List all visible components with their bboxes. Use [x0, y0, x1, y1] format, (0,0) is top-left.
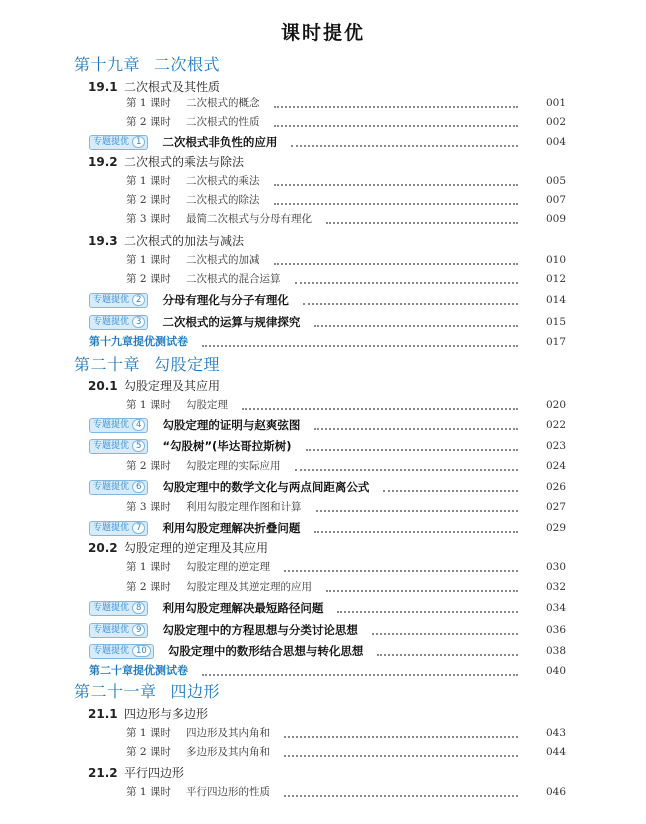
- dot-leader: [306, 448, 518, 451]
- chapter-name: 四边形: [170, 682, 221, 701]
- page-number: 038: [545, 645, 566, 657]
- page-number: 004: [545, 136, 566, 148]
- lesson-number: 第 2 课时: [126, 746, 171, 758]
- toc-special-topic-entry[interactable]: [89, 312, 566, 332]
- lesson-number: 第 2 课时: [126, 116, 171, 128]
- toc-lesson-entry[interactable]: [126, 782, 566, 802]
- dot-leader: [303, 302, 518, 305]
- page-number: 010: [545, 254, 566, 266]
- lesson-number: 第 1 课时: [126, 727, 171, 739]
- dot-leader: [314, 324, 518, 327]
- page-title: 课时提优: [280, 22, 365, 44]
- badge-number: 9: [132, 624, 145, 636]
- toc-lesson-entry[interactable]: [126, 456, 566, 476]
- dot-leader: [316, 509, 519, 512]
- dot-leader: [383, 489, 518, 492]
- section-heading[interactable]: [88, 704, 208, 724]
- special-topic-badge: 专题提优 1: [89, 135, 148, 150]
- lesson-number: 第 2 课时: [126, 581, 171, 593]
- chapter-number: 第二十章: [74, 355, 141, 374]
- lesson-title: 二次根式的概念: [186, 97, 260, 109]
- special-topic-title: “勾股树”(毕达哥拉斯树): [162, 439, 292, 453]
- dot-leader: [314, 427, 518, 430]
- lesson-number: 第 1 课时: [126, 786, 171, 798]
- toc-special-topic-entry[interactable]: [89, 641, 566, 661]
- section-number: 19.3: [88, 234, 118, 248]
- dot-leader: [274, 262, 519, 265]
- special-topic-title: 勾股定理中的方程思想与分类讨论思想: [162, 623, 358, 637]
- page-number: 005: [545, 175, 566, 187]
- page-number: 020: [545, 399, 566, 411]
- lesson-title: 二次根式的加减: [186, 254, 260, 266]
- page-number: 030: [545, 561, 566, 573]
- dot-leader: [326, 589, 518, 592]
- chapter-heading[interactable]: [74, 682, 220, 702]
- dot-leader: [202, 344, 518, 347]
- page-number: 007: [545, 194, 566, 206]
- section-heading[interactable]: [88, 231, 244, 251]
- lesson-title: 二次根式的除法: [186, 194, 260, 206]
- dot-leader: [274, 202, 519, 205]
- page-number: 022: [545, 419, 566, 431]
- toc-test-entry[interactable]: [89, 332, 566, 352]
- toc-lesson-entry[interactable]: [126, 171, 566, 191]
- toc-lesson-entry[interactable]: [126, 269, 566, 289]
- dot-leader: [314, 530, 518, 533]
- section-name: 四边形与多边形: [124, 707, 209, 721]
- lesson-title: 四边形及其内角和: [186, 727, 270, 739]
- dot-leader: [284, 794, 518, 797]
- lesson-title: 二次根式的性质: [186, 116, 260, 128]
- lesson-title: 勾股定理及其逆定理的应用: [186, 581, 312, 593]
- page-number: 026: [545, 481, 566, 493]
- chapter-number: 第十九章: [74, 55, 141, 74]
- dot-leader: [284, 569, 518, 572]
- page-number: 014: [545, 294, 566, 306]
- page-number: 012: [545, 273, 566, 285]
- chapter-name: 二次根式: [154, 55, 221, 74]
- section-heading[interactable]: [88, 376, 220, 396]
- special-topic-title: 二次根式的运算与规律探究: [162, 315, 301, 329]
- dot-leader: [284, 754, 518, 757]
- toc-lesson-entry[interactable]: [126, 577, 566, 597]
- dot-leader: [274, 183, 519, 186]
- lesson-title: 勾股定理: [186, 399, 228, 411]
- page-number: 043: [545, 727, 566, 739]
- section-number: 19.1: [88, 80, 118, 94]
- badge-number: 1: [132, 136, 145, 148]
- toc-lesson-entry[interactable]: [126, 497, 566, 517]
- lesson-title: 勾股定理的逆定理: [186, 561, 270, 573]
- toc-lesson-entry[interactable]: [126, 112, 566, 132]
- special-topic-title: 勾股定理中的数形结合思想与转化思想: [167, 644, 364, 658]
- badge-number: 4: [132, 419, 145, 431]
- lesson-number: 第 1 课时: [126, 254, 171, 266]
- chapter-heading[interactable]: [74, 355, 220, 375]
- lesson-number: 第 3 课时: [126, 213, 171, 225]
- dot-leader: [291, 144, 518, 147]
- section-name: 二次根式的乘法与除法: [124, 155, 245, 169]
- badge-number: 7: [132, 522, 145, 534]
- toc-special-topic-entry[interactable]: [89, 518, 566, 538]
- toc-lesson-entry[interactable]: [126, 93, 566, 113]
- chapter-name: 勾股定理: [154, 355, 221, 374]
- dot-leader: [295, 468, 519, 471]
- lesson-title: 平行四边形的性质: [186, 786, 270, 798]
- page-number: 040: [545, 665, 566, 677]
- dot-leader: [242, 407, 518, 410]
- special-topic-title: 勾股定理的证明与赵爽弦图: [162, 418, 301, 432]
- lesson-number: 第 1 课时: [126, 175, 171, 187]
- test-title: 第二十章提优测试卷: [89, 664, 188, 677]
- special-topic-title: 勾股定理中的数学文化与两点间距离公式: [162, 480, 370, 494]
- special-topic-badge: 专题提优 9: [89, 623, 148, 638]
- toc-test-entry[interactable]: [89, 661, 566, 681]
- toc-lesson-entry[interactable]: [126, 395, 566, 415]
- special-topic-badge: 专题提优 10: [89, 644, 154, 659]
- dot-leader: [274, 124, 519, 127]
- toc-special-topic-entry[interactable]: [89, 477, 566, 497]
- section-heading[interactable]: [88, 538, 268, 558]
- special-topic-title: 利用勾股定理解决最短路径问题: [162, 601, 324, 615]
- toc-lesson-entry[interactable]: [126, 250, 566, 270]
- section-name: 二次根式的加法与减法: [124, 234, 245, 248]
- badge-number: 2: [132, 294, 145, 306]
- special-topic-badge: 专题提优 5: [89, 439, 148, 454]
- lesson-title: 二次根式的乘法: [186, 175, 260, 187]
- toc-special-topic-entry[interactable]: [89, 620, 566, 640]
- lesson-number: 第 3 课时: [126, 501, 171, 513]
- dot-leader: [377, 653, 518, 656]
- special-topic-badge: 专题提优 3: [89, 315, 148, 330]
- lesson-number: 第 1 课时: [126, 561, 171, 573]
- section-heading[interactable]: [88, 763, 184, 783]
- dot-leader: [372, 632, 518, 635]
- lesson-title: 勾股定理的实际应用: [186, 460, 281, 472]
- chapter-heading[interactable]: [74, 55, 220, 75]
- lesson-title: 最简二次根式与分母有理化: [186, 213, 312, 225]
- dot-leader: [337, 610, 518, 613]
- lesson-number: 第 2 课时: [126, 460, 171, 472]
- toc-lesson-entry[interactable]: [126, 742, 566, 762]
- chapter-number: 第二十一章: [74, 682, 157, 701]
- toc-lesson-entry[interactable]: [126, 209, 566, 229]
- toc-special-topic-entry[interactable]: [89, 290, 566, 310]
- badge-number: 8: [132, 602, 145, 614]
- page-number: 036: [545, 624, 566, 636]
- lesson-number: 第 2 课时: [126, 194, 171, 206]
- dot-leader: [202, 673, 518, 676]
- badge-number: 5: [132, 440, 145, 452]
- section-name: 勾股定理的逆定理及其应用: [124, 541, 269, 555]
- page-number: 017: [545, 336, 566, 348]
- dot-leader: [284, 735, 518, 738]
- special-topic-title: 利用勾股定理解决折叠问题: [162, 521, 301, 535]
- toc-special-topic-entry[interactable]: [89, 415, 566, 435]
- toc-lesson-entry[interactable]: [126, 190, 566, 210]
- test-title: 第十九章提优测试卷: [89, 335, 188, 348]
- lesson-number: 第 2 课时: [126, 273, 171, 285]
- section-heading[interactable]: [88, 152, 244, 172]
- toc-special-topic-entry[interactable]: [89, 132, 566, 152]
- special-topic-badge: 专题提优 6: [89, 480, 148, 495]
- lesson-title: 利用勾股定理作图和计算: [186, 501, 302, 513]
- page-number: 027: [545, 501, 566, 513]
- section-name: 勾股定理及其应用: [124, 379, 221, 393]
- dot-leader: [274, 105, 519, 108]
- page-number: 029: [545, 522, 566, 534]
- toc-lesson-entry[interactable]: [126, 557, 566, 577]
- special-topic-badge: 专题提优 4: [89, 418, 148, 433]
- page-number: 001: [545, 97, 566, 109]
- toc-special-topic-entry[interactable]: [89, 436, 566, 456]
- section-number: 21.2: [88, 766, 118, 780]
- page-number: 023: [545, 440, 566, 452]
- lesson-title: 多边形及其内角和: [186, 746, 270, 758]
- special-topic-title: 分母有理化与分子有理化: [162, 293, 289, 307]
- special-topic-badge: 专题提优 8: [89, 601, 148, 616]
- page-number: 015: [545, 316, 566, 328]
- section-number: 19.2: [88, 155, 118, 169]
- dot-leader: [295, 281, 519, 284]
- toc-lesson-entry[interactable]: [126, 723, 566, 743]
- lesson-title: 二次根式的混合运算: [186, 273, 281, 285]
- toc-special-topic-entry[interactable]: [89, 598, 566, 618]
- badge-number: 3: [132, 316, 145, 328]
- page-number: 009: [545, 213, 566, 225]
- page-number: 032: [545, 581, 566, 593]
- section-number: 20.2: [88, 541, 118, 555]
- lesson-number: 第 1 课时: [126, 97, 171, 109]
- dot-leader: [326, 221, 518, 224]
- page-number: 002: [545, 116, 566, 128]
- section-number: 20.1: [88, 379, 118, 393]
- page-number: 046: [545, 786, 566, 798]
- page-number: 034: [545, 602, 566, 614]
- section-name: 平行四边形: [124, 766, 185, 780]
- lesson-number: 第 1 课时: [126, 399, 171, 411]
- badge-number: 6: [132, 481, 145, 493]
- page-number: 024: [545, 460, 566, 472]
- page-number: 044: [545, 746, 566, 758]
- special-topic-badge: 专题提优 2: [89, 293, 148, 308]
- special-topic-badge: 专题提优 7: [89, 521, 148, 536]
- special-topic-title: 二次根式非负性的应用: [162, 135, 278, 149]
- section-number: 21.1: [88, 707, 118, 721]
- badge-number: 10: [132, 645, 151, 657]
- section-name: 二次根式及其性质: [124, 80, 221, 94]
